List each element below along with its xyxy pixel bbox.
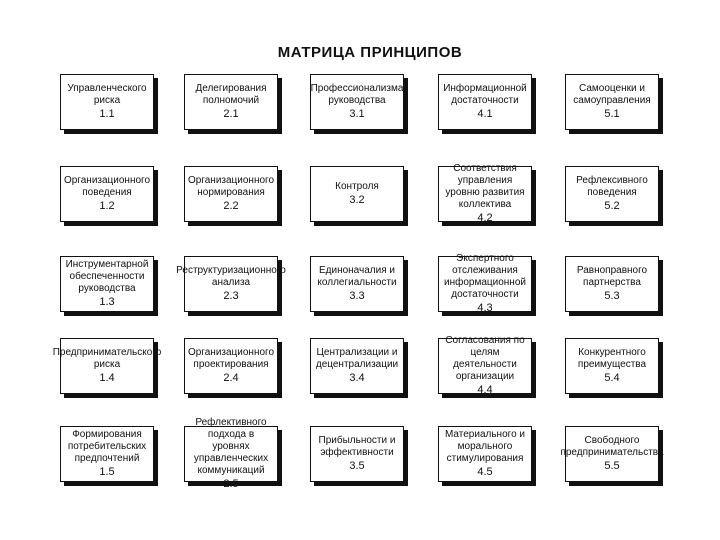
- principle-name: Инструментарной обеспеченности руководства: [65, 259, 149, 294]
- principle-cell-4-2: [438, 163, 532, 224]
- principle-name: Реструктуризационного анализа: [176, 265, 286, 288]
- principle-cell-3-4: [310, 338, 404, 394]
- principle-cell-5-4: [565, 338, 659, 394]
- principle-cell-2-3: [176, 256, 286, 312]
- principle-name: Согласования по целям деятельности организации: [445, 335, 525, 382]
- principle-cell-2-1: [184, 74, 278, 130]
- principle-name: Рефлективного подхода в уровнях управленческих коммуникаций: [193, 417, 269, 476]
- principle-cell-5-5: [560, 426, 664, 482]
- principle-code: 4.2: [477, 212, 493, 224]
- principle-code: 2.4: [223, 372, 239, 384]
- principle-code: 1.4: [99, 372, 115, 384]
- principle-cell-5-1: [565, 74, 659, 130]
- principle-code: 5.4: [604, 372, 620, 384]
- principle-name: Соответствия управления уровню развития коллектива: [445, 163, 525, 210]
- principle-code: 4.1: [477, 108, 493, 120]
- principle-code: 3.5: [349, 460, 365, 472]
- principle-code: 3.1: [349, 108, 365, 120]
- principle-name: Формирования потребительских предпочтений: [67, 429, 147, 464]
- principle-code: 5.3: [604, 290, 620, 302]
- principle-cell-3-1: [310, 74, 404, 130]
- principle-cell-2-2: [184, 166, 278, 222]
- principle-name: Централизации и децентрализации: [315, 347, 399, 370]
- principle-cell-1-3: [60, 256, 154, 312]
- principle-name: Свободного предпринимательства: [560, 435, 664, 458]
- principle-cell-3-5: [310, 426, 404, 482]
- principle-cell-5-2: [565, 166, 659, 222]
- principle-code: 1.5: [99, 466, 115, 478]
- principle-cell-5-3: [565, 256, 659, 312]
- principle-code: 2.3: [223, 290, 239, 302]
- matrix-title: МАТРИЦА ПРИНЦИПОВ: [277, 44, 463, 61]
- principle-cell-1-5: [60, 426, 154, 482]
- principle-code: 1.3: [99, 296, 115, 308]
- principle-code: 5.5: [604, 460, 620, 472]
- principle-name: Экспертного отслеживания информационной достаточности: [444, 253, 526, 300]
- principle-code: 5.2: [604, 200, 620, 212]
- principle-code: 4.5: [477, 466, 493, 478]
- principle-cell-4-4: [438, 335, 532, 396]
- principle-name: Материального и морального стимулирования: [444, 429, 525, 464]
- principle-cell-4-1: [438, 74, 532, 130]
- principle-code: 3.4: [349, 372, 365, 384]
- principles-matrix: [52, 74, 670, 494]
- principle-name: Единоначалия и коллегиальности: [317, 265, 397, 288]
- principle-name: Прибыльности и эффективности: [318, 435, 396, 458]
- principle-code: 2.5: [223, 478, 239, 490]
- principle-name: Рефлексивного поведения: [576, 175, 648, 198]
- principle-name: Организационного нормирования: [187, 175, 275, 198]
- principle-cell-1-1: [60, 74, 154, 130]
- principle-name: Равноправного партнерства: [576, 265, 648, 288]
- principle-code: 3.2: [349, 194, 365, 206]
- principle-code: 2.2: [223, 200, 239, 212]
- principle-name: Конкурентного преимущества: [577, 347, 647, 370]
- principle-name: Организационного проектирования: [187, 347, 275, 370]
- principle-code: 4.4: [477, 384, 493, 396]
- principle-code: 5.1: [604, 108, 620, 120]
- principle-cell-3-2: [310, 166, 404, 222]
- principle-name: Информационной достаточности: [443, 83, 527, 106]
- principle-code: 2.1: [223, 108, 239, 120]
- principle-name: Самооценки и самоуправления: [573, 83, 651, 106]
- principle-code: 1.1: [99, 108, 115, 120]
- principle-name: Контроля: [335, 181, 379, 192]
- principle-code: 1.2: [99, 200, 115, 212]
- principle-cell-1-2: [60, 166, 154, 222]
- principle-code: 4.3: [477, 302, 493, 314]
- principle-cell-2-5: [184, 417, 278, 490]
- principle-cell-4-3: [438, 253, 532, 314]
- principle-name: Управленческого риска: [67, 83, 147, 106]
- principle-cell-3-3: [310, 256, 404, 312]
- principle-name: Предпринимательского риска: [52, 347, 162, 370]
- principle-name: Организационного поведения: [63, 175, 151, 198]
- principle-cell-1-4: [52, 338, 162, 394]
- principle-cell-4-5: [438, 426, 532, 482]
- principle-name: Профессионализма руководства: [310, 83, 404, 106]
- principle-cell-2-4: [184, 338, 278, 394]
- principle-code: 3.3: [349, 290, 365, 302]
- principle-name: Делегирования полномочий: [195, 83, 267, 106]
